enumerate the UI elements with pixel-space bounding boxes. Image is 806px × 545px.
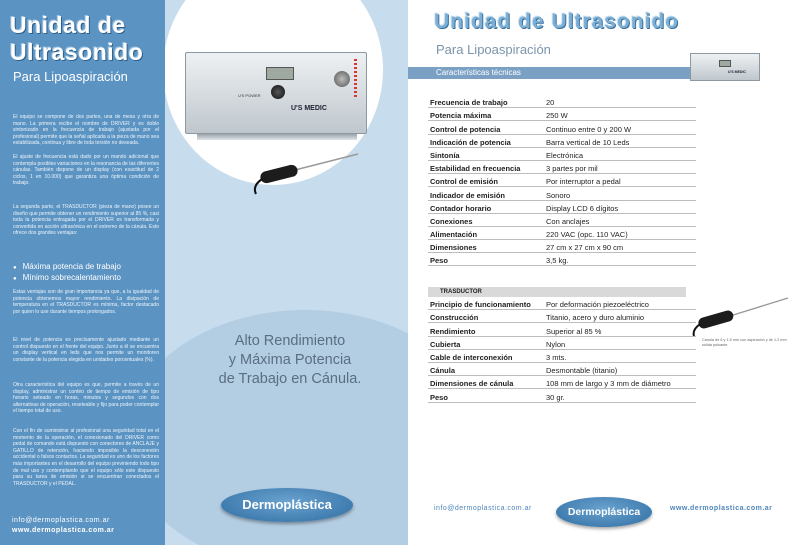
paragraph-3: La segunda parte, el TRASDUCTOR (pieza de mano) posee un diseño que permite obtener un rendimiento superior al 85 %, casi toda la potencia entragada por el DRIVER es transformada y convertida en acción ultrasónica en el extremo de la cánula. Esto ofrece dos grandes ventajas: [13, 204, 159, 237]
device-base [197, 134, 357, 140]
spec-label: Rendimiento [428, 323, 544, 336]
spec-value: Superior al 85 % [544, 323, 696, 336]
spec-value: 30 gr. [544, 389, 696, 402]
spec-label: Dimensiones de cánula [428, 376, 544, 389]
spec-label: Dimensiones [428, 240, 544, 253]
spec-label: Peso [428, 253, 544, 266]
table-row [428, 134, 696, 147]
spec-value: Por interruptor a pedal [544, 174, 696, 187]
table-row [428, 240, 696, 253]
table-row [428, 147, 696, 160]
paragraph-7: Con el fin de suministrar al profesional una seguridad total en el momento de la operación, el conexionado del DRIVER como pedal de comando está dispuesto con conectores de ANCLAJE y GATILLO de retención, haciendo imposible la desconexión accidental o falsos contactos. La seguridad es uno de los factores más importantes en el desarrollo del equipo previniendo todo tipo de mal uso y contemplando que el equipo sólo este dispuesto para su tarea de emisión si se encuentran conectados el TRASDUCTOR y el PEDAL. [13, 428, 159, 487]
table-row [428, 226, 696, 239]
spec-value: Nylon [544, 336, 696, 349]
spec-label: Peso [428, 389, 544, 402]
spec-label: Frecuencia de trabajo [428, 95, 544, 108]
paragraph-5: El nivel de potencia es precisamente ajustado mediante un control dispuesto en el frente del equipo. Junto a él se encuentra un display vertical en leds que nos permite un monitoreo constante de la potencia elegida en unidades porcentuales (%). [13, 337, 159, 363]
table-row [428, 310, 696, 323]
table-row [428, 336, 696, 349]
table-row [428, 95, 696, 108]
lcd-display [266, 67, 294, 80]
spec-label: Construcción [428, 310, 544, 323]
spec-value: Desmontable (titanio) [544, 362, 696, 375]
paragraph-4: Estas ventajas son de gran importancia ya que, a la igualdad de potencia obtenemos mayor rendimiento. La disipación de temperatura en el TRASDUCTOR es mínima, factor destacado por quien lo use durante tiempos prolongados. [13, 289, 159, 315]
spec-value: Titanio, acero y duro aluminio [544, 310, 696, 323]
spec-label: Control de potencia [428, 121, 544, 134]
table-row [428, 297, 696, 310]
mini-device-image [690, 53, 760, 81]
spec-value: 3 partes por mil [544, 160, 696, 173]
table-row [428, 121, 696, 134]
middle-panel [165, 0, 408, 545]
spec-label: Indicación de potencia [428, 134, 544, 147]
spec-label: Principio de funcionamiento [428, 297, 544, 310]
led-bar-icon [354, 59, 357, 99]
left-title: Unidad de Ultrasonido [10, 12, 144, 65]
email-link[interactable]: info@dermoplastica.com.ar [12, 517, 110, 524]
spec-label: Estabilidad en frecuencia [428, 160, 544, 173]
left-subtitle: Para Lipoaspiración [13, 69, 128, 84]
spec-value: Barra vertical de 10 Leds [544, 134, 696, 147]
slogan: Alto Rendimiento y Máxima Potencia de Trabajo en Cánula. [218, 333, 362, 387]
right-subtitle: Para Lipoaspiración [436, 42, 551, 57]
table-row [428, 323, 696, 336]
spec-label: Cánula [428, 362, 544, 375]
bullet-item: ● Mínimo sobrecalentamiento [13, 273, 121, 282]
device-label: U'S POWER [238, 93, 261, 98]
transducer-caption: Cánula de 6 y 1.5 mm con aspiración y de 1.2 mm sólida pulsante. [702, 338, 787, 347]
power-knob-icon [271, 85, 285, 99]
website-link[interactable]: www.dermoplastica.com.ar [12, 527, 115, 534]
email-link[interactable]: info@dermoplastica.com.ar [434, 505, 532, 512]
spec-value: 27 cm x 27 cm x 90 cm [544, 240, 696, 253]
table-row [428, 362, 696, 375]
spec-value: 3 mts. [544, 349, 696, 362]
table-row [428, 349, 696, 362]
spec-label: Sintonía [428, 147, 544, 160]
spec-label: Contador horario [428, 200, 544, 213]
table-row [428, 200, 696, 213]
connector-icon [334, 71, 350, 87]
left-panel [0, 0, 165, 545]
spec-value: 250 W [544, 108, 696, 121]
spec-value: Display LCD 6 dígitos [544, 200, 696, 213]
table-row [428, 376, 696, 389]
spec-value: 3,5 kg. [544, 253, 696, 266]
section-header-transducer: TRASDUCTOR [428, 287, 686, 297]
transducer-handpiece-image [250, 146, 360, 196]
table-row [428, 213, 696, 226]
right-panel [408, 0, 806, 545]
spec-label: Control de emisión [428, 174, 544, 187]
right-title: Unidad de Ultrasonido [434, 10, 680, 33]
transducer-table [428, 297, 696, 403]
mini-device-brand: U'S MEDIC [728, 70, 746, 74]
spec-label: Alimentación [428, 226, 544, 239]
spec-label: Conexiones [428, 213, 544, 226]
bullet-item: ● Máxima potencia de trabajo [13, 262, 121, 271]
mini-lcd [719, 60, 731, 67]
spec-value: Continuo entre 0 y 200 W [544, 121, 696, 134]
transducer-image [690, 294, 790, 336]
dermoplastica-logo: Dermoplástica [556, 497, 652, 527]
spec-value: Electrónica [544, 147, 696, 160]
table-row [428, 187, 696, 200]
website-link[interactable]: www.dermoplastica.com.ar [670, 505, 773, 512]
section-header-specs: Características técnicas [408, 67, 704, 79]
paragraph-1: El equipo se compone de dos partes, una de mesa y otra de mano. La primera recibe el nombre de DRIVER y es doble sintonizado en la frecuencia de trabajo (ajustada por el profesional) permite que la señal aplicada a la pieza de mano sea estabilizada, continua y libre de toda torsión no deseada. [13, 114, 159, 147]
spec-label: Cable de interconexión [428, 349, 544, 362]
spec-value: 20 [544, 95, 696, 108]
spec-label: Cubierta [428, 336, 544, 349]
paragraph-6: Otra característica del equipo es que, permite a través de un display, administrar un contéo de tiempo de emisión de tipo horario seteado en horas, minutos y segundos con dos alternativas de operación, reseteable y fijo para poder contemplar el tiempo total de uso. [13, 382, 159, 415]
table-row [428, 174, 696, 187]
spec-label: Indicador de emisión [428, 187, 544, 200]
spec-label: Potencia máxima [428, 108, 544, 121]
table-row [428, 160, 696, 173]
spec-value: 220 VAC (opc. 110 VAC) [544, 226, 696, 239]
spec-value: Por deformación piezoeléctrico [544, 297, 696, 310]
table-row [428, 253, 696, 266]
spec-value: 108 mm de largo y 3 mm de diámetro [544, 376, 696, 389]
device-brand: U'S MEDIC [291, 105, 327, 112]
table-row [428, 108, 696, 121]
ultrasound-device-image [185, 52, 367, 134]
spec-value: Con anclajes [544, 213, 696, 226]
dermoplastica-logo: Dermoplástica [221, 488, 353, 522]
specs-table [428, 95, 696, 266]
spec-value: Sonoro [544, 187, 696, 200]
paragraph-2: El ajuste de frecuencia está dado por un mando adicional que contempla posibles variaciones en la resonancia de las diferentes cánulas. También dispone de un display (con exactitud de 2 ciclos, 1 en 10.000) que garantiza una óptima condición de trabajo. [13, 154, 159, 187]
table-row [428, 389, 696, 402]
